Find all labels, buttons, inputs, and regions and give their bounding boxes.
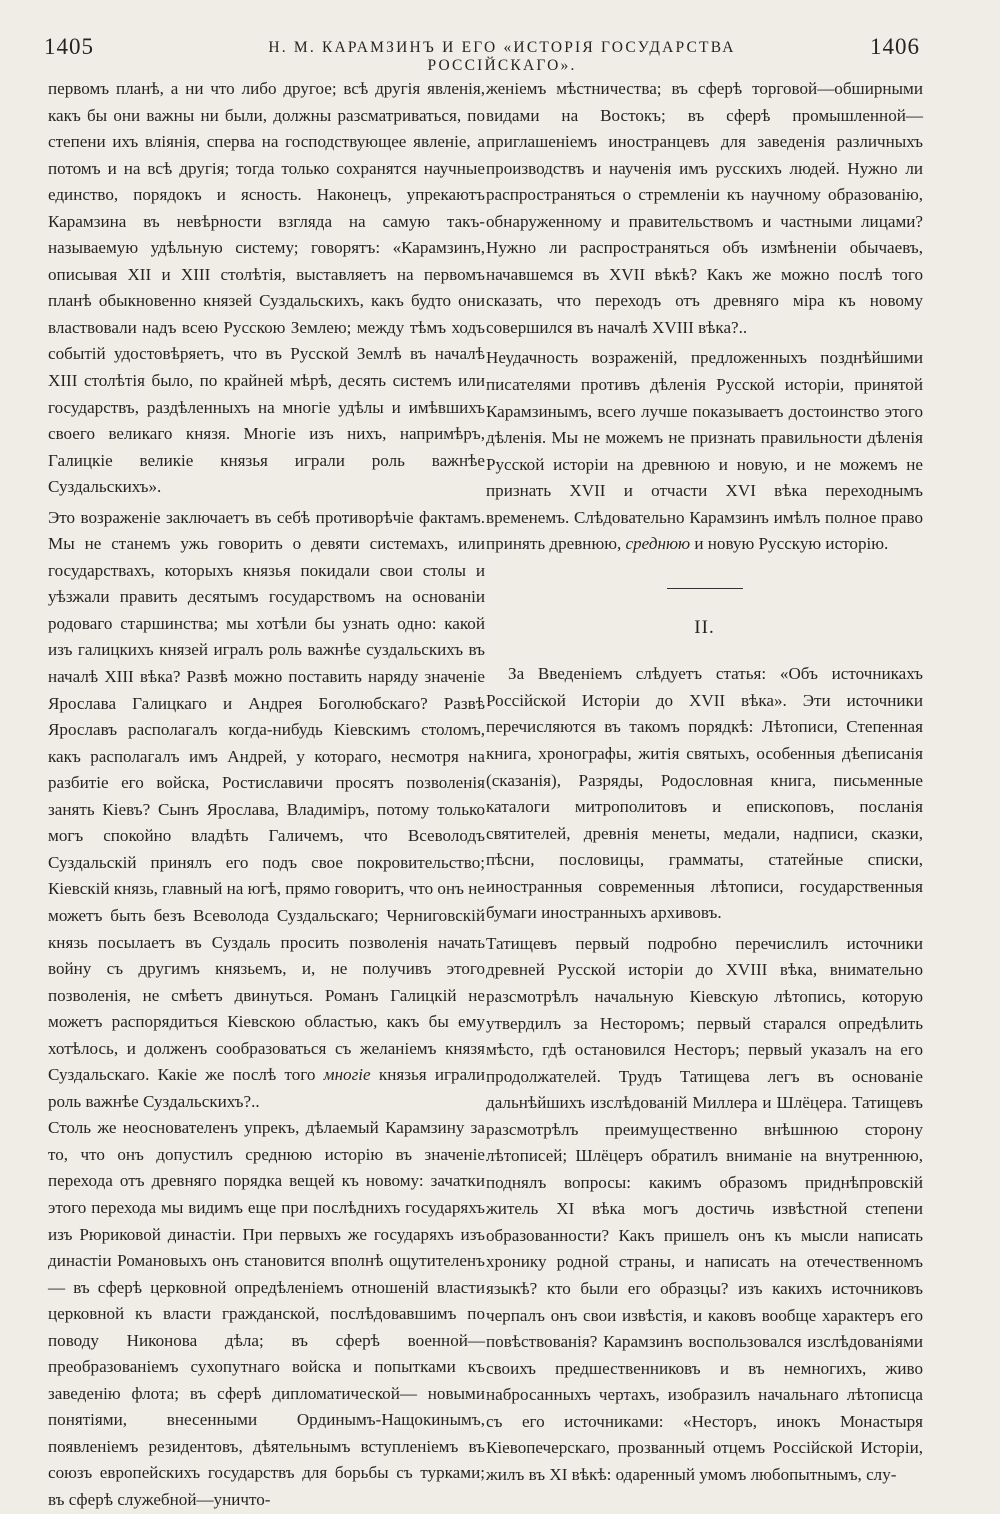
running-title: Н. М. КАРАМЗИНЪ И ЕГО «ИСТОРІЯ ГОСУДАРСТВА РОССІЙСКАГО». (268, 39, 736, 74)
paragraph: женіемъ мѣстничества; въ сферѣ торговой—обширными видами на Востокъ; въ сферѣ промышленной— приглашеніемъ иностранцевъ для заведенія различныхъ производствъ и наученія имъ русскихъ людей. Нужно ли распространяться о стремленіи къ научному образованію, обнаруженному и правительствомъ и частными лицами? Нужно ли распространяться объ измѣненіи обычаевъ, начавшемся въ XVII вѣкѣ? Какъ же можно послѣ того сказать, что переходъ отъ древняго міра къ новому совершился въ началѣ XVIII вѣка?.. (486, 79, 923, 337)
paragraph-text: Это возраженіе заключаетъ въ себѣ противорѣчіе фактамъ. Мы не станемъ ужь говорить о девяти системахъ, или государствахъ, которыхъ князья покидали свои столы и уѣзжали править десятымъ государствомъ на основаніи родоваго старшинства; мы хотѣли бы узнать одно: какой изъ галицкихъ князей игралъ роль важнѣе суздальскихъ въ началѣ XIII вѣка? Развѣ можно поставить наряду значеніе Ярослава Галицкаго и Андрея Боголюбскаго? Развѣ Ярославъ располагалъ когда-нибудь Кіевскимъ столомъ, какъ располагалъ имъ Андрей, у котораго, несмотря на разбитіе его войска, Ростиславичи просятъ позволенія занять Кіевъ? Сынъ Ярослава, Владиміръ, потому только могъ спокойно владѣть Галичемъ, что Всеволодъ Суздальскій принялъ его подъ свое покровительство; Кіевскій князь, главный на югѣ, прямо говоритъ, что онъ не можетъ быть безъ Всеволода Суздальскаго; Черниговскій князь посылаетъ въ Суздаль просить позволенія начать войну съ другимъ князьемъ, и, не получивъ этого позволенія, не смѣетъ двинуться. Романъ Галицкій не можетъ распорядиться Кіевскою областью, какъ бы ему хотѣлось, и долженъ сообразоваться съ желаніемъ князя Суздальскаго. Какіе же послѣ того (48, 507, 485, 1085)
page-header (44, 34, 920, 74)
paragraph: За Введеніемъ слѣдуетъ статья: «Объ источникахъ Россійской Исторіи до XVII вѣка». Эти источники перечисляются въ такомъ порядкѣ: Лѣтописи, Степенная книга, хронографы, житія святыхъ, особенныя дѣеписанія (сказанія), Разряды, Родословная книга, письменные каталоги митрополитовъ и епископовъ, посланія святителей, древнія менеты, медали, надписи, сказки, пѣсни, пословицы, грамматы, статейные списки, иностранныя современныя лѣтописи, государственныя бумаги иностранныхъ архивовъ. (486, 664, 923, 923)
section-divider (667, 588, 743, 589)
paragraph (48, 505, 485, 1116)
emphasis-text: среднюю (625, 534, 691, 554)
section-heading: II. (694, 616, 715, 638)
page-number-left: 1405 (44, 34, 94, 59)
paragraph-text: и новую Русскую исторію. (694, 534, 889, 554)
paragraph-text: князья играли роль важнѣе Суздальскихъ?.. (48, 1065, 485, 1111)
paragraph: Столь же неоснователенъ упрекъ, дѣлаемый Карамзину за то, что онъ допустилъ среднюю исторію въ значеніе перехода отъ древняго порядка вещей къ новому: зачатки этого перехода мы видимъ еще при послѣднихъ государяхъ изъ Рюриковой династіи. При первыхъ же государяхъ изъ династіи Романовыхъ онъ становится вполнѣ ощутителенъ— въ сферѣ церковной опредѣленіемъ отношеній власти церковной къ власти гражданской, послѣдовавшимъ по поводу Никонова дѣла; въ сферѣ военной—преобразованіемъ сухопутнаго войска и попытками къ заведенію флота; въ сферѣ дипломатической— новыми понятіями, внесенными Ординымъ-Нащокинымъ, появленіемъ резидентовъ, дѣятельнымъ вступленіемъ въ союзъ европейскихъ государствъ для борьбы съ турками; въ сферѣ служебной—уничто- (48, 1118, 485, 1509)
paragraph: первомъ планѣ, а ни что либо другое; всѣ другія явленія, какъ бы они важны ни были, должны разсматриваться, по степени ихъ вліянія, сперва на господствующее явленіе, а потомъ и на всѣ другія; тогда только сохранятся научные единство, порядокъ и ясность. Наконецъ, упрекаютъ Карамзина въ невѣрности взгляда на самую такъ-называемую удѣльную систему; говорятъ: «Карамзинъ, описывая XII и XIII столѣтія, выставляетъ на первомъ планѣ обыкновенно князей Суздальскихъ, какъ будто они властвовали надъ всею Русскою Землею; между тѣмъ ходъ событій удостовѣряетъ, что въ Русской Землѣ въ началѣ XIII столѣтія было, по крайней мѣрѣ, десять системъ или государствъ, раздѣленныхъ на многіе удѣлы и имѣвшихъ своего великаго князя. Многіе изъ нихъ, напримѣръ, Галицкіе великіе князья играли роль важнѣе Суздальскихъ». (48, 79, 485, 497)
right-column (486, 76, 923, 1488)
emphasis-text: многіе (323, 1065, 371, 1085)
paragraph (486, 345, 923, 557)
paragraph: Татищевъ первый подробно перечислилъ источники древней Русской исторіи до XVIII вѣка, внимательно разсмотрѣлъ начальную Кіевскую лѣтопись, которую утвердилъ за Несторомъ; первый старался опредѣлить мѣсто, гдѣ остановился Несторъ; первый указалъ на его продолжателей. Трудъ Татищева легъ въ основаніе дальнѣйшихъ изслѣдованій Миллера и Шлёцера. Татищевъ разсмотрѣлъ преимущественно внѣшнюю сторону лѣтописей; Шлёцеръ обратилъ вниманіе на внутреннюю, поднялъ вопросы: какимъ образомъ приднѣпровскій житель XI вѣка могъ достичь извѣстной степени образованности? Какъ пришелъ онъ къ мысли написать хронику родной страны, и написать на отечественномъ языкѣ? кто были его образцы? изъ какихъ источниковъ черпалъ онъ свои извѣстія, и каковъ вообще характеръ его повѣствованія? Карамзинъ воспользовался изслѣдованіями своихъ предшественниковъ и въ немногихъ, живо набросанныхъ чертахъ, изобразилъ начальнаго лѣтописца съ его источниками: «Несторъ, инокъ Монастыря Кіевопечерскаго, прозванный отцемъ Россійской Исторіи, жилъ въ XI вѣкѣ: одаренный умомъ любопытнымъ, слу- (486, 933, 923, 1484)
left-column (48, 76, 485, 1514)
paragraph-text: Неудачность возраженій, предложенныхъ позднѣйшими писателями противъ дѣленія Русской исторіи, принятой Карамзинымъ, всего лучше показываетъ достоинство этого дѣленія. Мы не можемъ не признать правильности дѣленія Русской исторіи на древнюю и новую, и не можемъ не признать XVII и отчасти XVI вѣка переходнымъ временемъ. Слѣдовательно Карамзинъ имѣлъ полное право принять древнюю, (486, 348, 923, 554)
page-number-right: 1406 (870, 34, 920, 59)
